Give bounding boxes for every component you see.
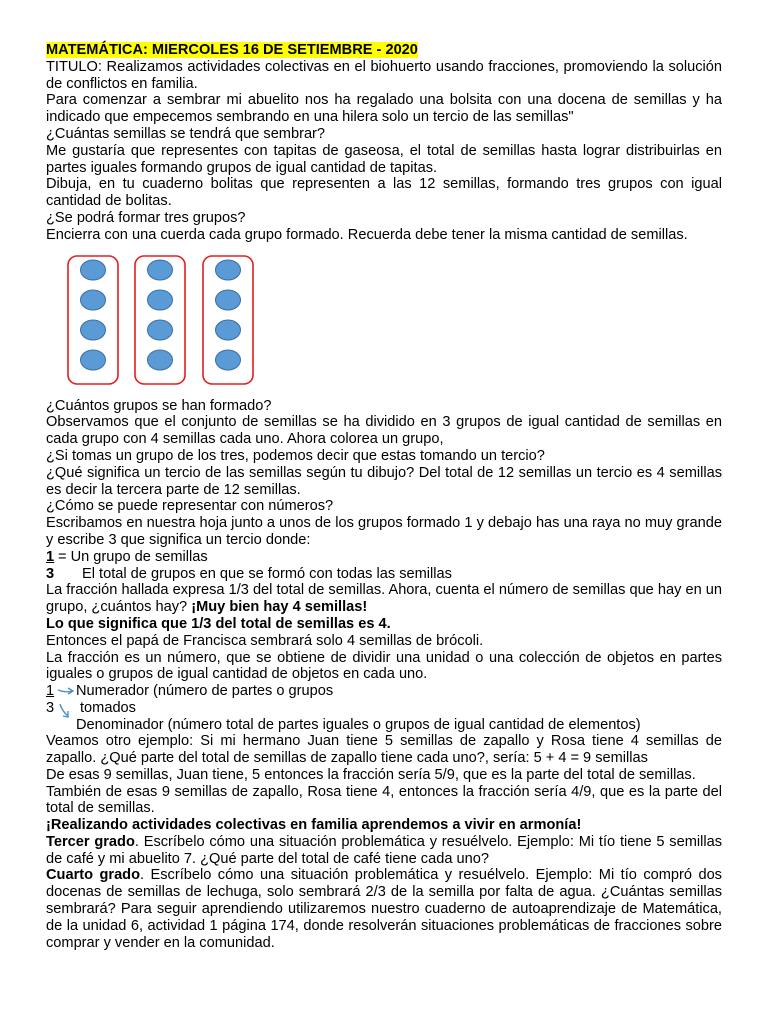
seed-1-1 bbox=[81, 260, 106, 280]
numerator-description: Numerador (número de partes o grupos bbox=[76, 683, 334, 700]
francisca-paragraph: Entonces el papá de Francisca sembrará solo 4 semillas de brócoli. bbox=[46, 632, 484, 649]
seed-2-4 bbox=[148, 350, 173, 370]
fraction-count-text: La fracción hallada expresa 1/3 del total de semillas. Ahora, cuenta el número de semillas que hay en un grupo, ¿cuántos hay? bbox=[46, 582, 722, 616]
seed-2-1 bbox=[148, 260, 173, 280]
page-heading: MATEMÁTICA: MIERCOLES 16 DE SETIEMBRE - 2020 bbox=[46, 42, 418, 58]
seed-1-3 bbox=[81, 320, 106, 340]
seed-3-1 bbox=[216, 260, 241, 280]
seed-2-2 bbox=[148, 290, 173, 310]
intro-paragraph: Para comenzar a sembrar mi abuelito nos ha regalado una bolsita con una docena de semillas y ha indicado que empecemos sembrando en una hilera solo un tercio de las semillas" bbox=[46, 92, 722, 126]
write-fraction-paragraph: Escribamos en nuestra hoja junto a unos de los grupos formado 1 y debajo has una raya no muy grande y escribe 3 que significa un tercio donde: bbox=[46, 515, 722, 548]
denominator-arrow-icon bbox=[58, 703, 72, 719]
diagram-denominator: 3 bbox=[46, 699, 55, 716]
seed-3-2 bbox=[216, 290, 241, 310]
question-groups: ¿Se podrá formar tres grupos? bbox=[46, 209, 246, 226]
seed-3-3 bbox=[216, 320, 241, 340]
fraction-count-answer: ¡Muy bien hay 4 semillas! bbox=[191, 599, 368, 616]
numerator-arrow-icon bbox=[57, 685, 75, 697]
fraction-numerator: 1 bbox=[46, 548, 55, 565]
numerator-denominator-diagram bbox=[46, 683, 722, 733]
denominator-description: Denominador (número total de partes iguales o grupos de igual cantidad de elementos) bbox=[76, 716, 641, 733]
fourth-grade-task bbox=[46, 867, 722, 951]
seed-2-3 bbox=[148, 320, 173, 340]
seed-groups-figure bbox=[46, 252, 722, 392]
heading-line bbox=[46, 42, 722, 59]
fraction-denominator-text: El total de grupos en que se formó con todas las semillas bbox=[82, 565, 452, 582]
seed-groups-drawing bbox=[64, 252, 284, 388]
numerator-description-continued: tomados bbox=[80, 699, 136, 716]
fraction-denominator: 3 bbox=[46, 565, 55, 582]
fraction-denominator-row bbox=[46, 566, 722, 583]
question-one-third: ¿Si tomas un grupo de los tres, podemos decir que estas tomando un tercio? bbox=[46, 447, 545, 464]
example-juan: De esas 9 semillas, Juan tiene, 5 entonces la fracción sería 5/9, que es la parte del total de semillas. bbox=[46, 766, 696, 783]
instruction-caps: Me gustaría que representes con tapitas de gaseosa, el total de semillas hasta lograr distribuirlas en partes iguales formando grupos de igual cantidad de tapitas. bbox=[46, 142, 722, 176]
fourth-grade-text: . Escríbelo cómo una situación problemática y resuélvelo. Ejemplo: Mi tío compró dos docenas de semillas de lechuga, solo sembrará 2/3 de la semilla por falta de agua. ¿Cuántas semillas sembrará? Para seguir aprendiendo utilizaremos nuestro cuaderno de autoaprendizaje de Matemática, de la unidad 6, actividad 1 página 174, donde resolverán situaciones problemáticas de fracciones sobre comprar y vender en la comunidad. bbox=[46, 867, 722, 951]
fourth-grade-label: Cuarto grado bbox=[46, 867, 141, 884]
third-grade-task bbox=[46, 834, 722, 868]
example-rosa: También de esas 9 semillas de zapallo, Rosa tiene 4, entonces la fracción sería 4/9, que es la parte del total de semillas. bbox=[46, 783, 722, 817]
instruction-rope: Encierra con una cuerda cada grupo formado. Recuerda debe tener la misma cantidad de semillas. bbox=[46, 226, 688, 243]
diagram-numerator: 1 bbox=[46, 683, 55, 700]
fraction-numerator-row bbox=[46, 549, 722, 566]
third-grade-text: . Escríbelo cómo una situación problemática y resuélvelo. Ejemplo: Mi tío tiene 5 semillas de café y mi abuelito 7. ¿Qué parte del total de café tiene cada uno? bbox=[46, 833, 722, 867]
third-grade-label: Tercer grado bbox=[46, 833, 135, 850]
seed-1-4 bbox=[81, 350, 106, 370]
instruction-draw: Dibuja, en tu cuaderno bolitas que representen a las 12 semillas, formando tres grupos con igual cantidad de bolitas. bbox=[46, 176, 722, 210]
fraction-definition: La fracción es un número, que se obtiene de dividir una unidad o una colección de objetos en partes iguales o grupos de igual cantidad de objetos en cada uno. bbox=[46, 649, 722, 683]
seed-1-2 bbox=[81, 290, 106, 310]
question-numbers: ¿Cómo se puede representar con números? bbox=[46, 498, 334, 515]
seed-3-4 bbox=[216, 350, 241, 370]
document-page bbox=[46, 42, 722, 951]
observation-paragraph: Observamos que el conjunto de semillas se ha dividido en 3 grupos de igual cantidad de semillas en cada grupo con 4 semillas cada uno. Ahora colorea un grupo, bbox=[46, 414, 722, 448]
example-zapallo: Veamos otro ejemplo: Si mi hermano Juan tiene 5 semillas de zapallo y Rosa tiene 4 semillas de zapallo. ¿Qué parte del total de semillas de zapallo tiene cada uno?, sería: 5 + 4 = 9 semillas bbox=[46, 733, 722, 766]
harmony-statement: ¡Realizando actividades colectivas en familia aprendemos a vivir en armonía! bbox=[46, 817, 582, 834]
question-how-many-groups: ¿Cuántos grupos se han formado? bbox=[46, 397, 272, 414]
title-paragraph: TITULO: Realizamos actividades colectivas en el biohuerto usando fracciones, promoviendo la solución de conflictos en familia. bbox=[46, 58, 722, 92]
meaning-paragraph: ¿Qué significa un tercio de las semillas según tu dibujo? Del total de 12 semillas un tercio es 4 semillas es decir la tercera parte de 12 semillas. bbox=[46, 464, 722, 498]
question-seeds: ¿Cuántas semillas se tendrá que sembrar? bbox=[46, 125, 326, 142]
fraction-count-paragraph bbox=[46, 582, 722, 616]
one-third-is-four: Lo que significa que 1/3 del total de semillas es 4. bbox=[46, 615, 391, 632]
fraction-numerator-text: = Un grupo de semillas bbox=[58, 548, 208, 565]
